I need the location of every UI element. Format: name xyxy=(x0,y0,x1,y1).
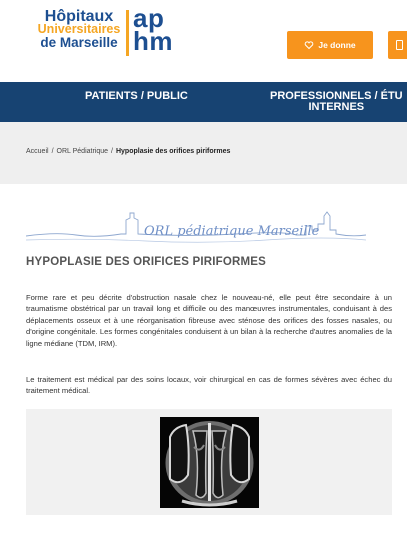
orl-marseille-banner xyxy=(26,204,366,246)
aphm-logo[interactable] xyxy=(36,3,181,58)
content-paragraph-1: Forme rare et peu décrite d'obstruction nasale chez le nouveau-né, elle peut être secondaire à un traumatisme obstétrical par un travail long et difficile ou des manœuvres instrumentales, conduisant à des déplacements osseux et à une réorganisation fibreuse avec sténose des orifices des fosses nasales, ou d'origine congénitale. Les formes congénitales conduisent à un bilan à la recherche d'autres anomalies de la ligne médiane (TDM, IRM). xyxy=(26,293,392,348)
contact-button[interactable] xyxy=(388,31,407,59)
logo-aphm xyxy=(133,3,173,56)
nav-professionnels-line1: PROFESSIONNELS / ÉTU xyxy=(270,90,403,102)
logo-line-hopitaux: Hôpitaux xyxy=(44,8,114,25)
banner-script-text: ORL pédiatrique Marseille xyxy=(144,224,320,239)
nav-patients-public[interactable]: PATIENTS / PUBLIC xyxy=(85,90,188,102)
logo-aphm-bottom: hm xyxy=(133,26,173,56)
phone-icon xyxy=(396,40,403,50)
logo-line-marseille: de Marseille xyxy=(40,35,118,50)
page-title: HYPOPLASIE DES ORIFICES PIRIFORMES xyxy=(26,256,267,268)
donate-button[interactable] xyxy=(287,31,373,59)
breadcrumb-separator: / xyxy=(51,148,54,155)
breadcrumb-separator: / xyxy=(111,148,113,155)
logo-divider xyxy=(126,10,129,56)
logo-line-universitaires: Universitaires xyxy=(37,22,121,36)
nav-professionnels[interactable] xyxy=(270,91,403,113)
logo-aphm-top: ap xyxy=(133,3,165,33)
nav-professionnels-line2: INTERNES xyxy=(308,101,365,113)
main-nav xyxy=(0,82,407,122)
breadcrumb xyxy=(26,148,230,155)
hand-heart-icon xyxy=(304,40,314,50)
breadcrumb-home[interactable]: Accueil xyxy=(26,148,49,155)
ct-scan-image xyxy=(160,417,259,508)
donate-label: Je donne xyxy=(318,40,356,50)
logo-wordmark xyxy=(36,10,122,49)
breadcrumb-current: Hypoplasie des orifices piriformes xyxy=(115,148,231,155)
site-header xyxy=(0,0,407,82)
content-paragraph-2: Le traitement est médical par des soins locaux, voir chirurgical en cas de formes sévères avec échec du traitement médical. xyxy=(26,375,392,396)
breadcrumb-section[interactable]: ORL Pédiatrique xyxy=(56,148,109,155)
